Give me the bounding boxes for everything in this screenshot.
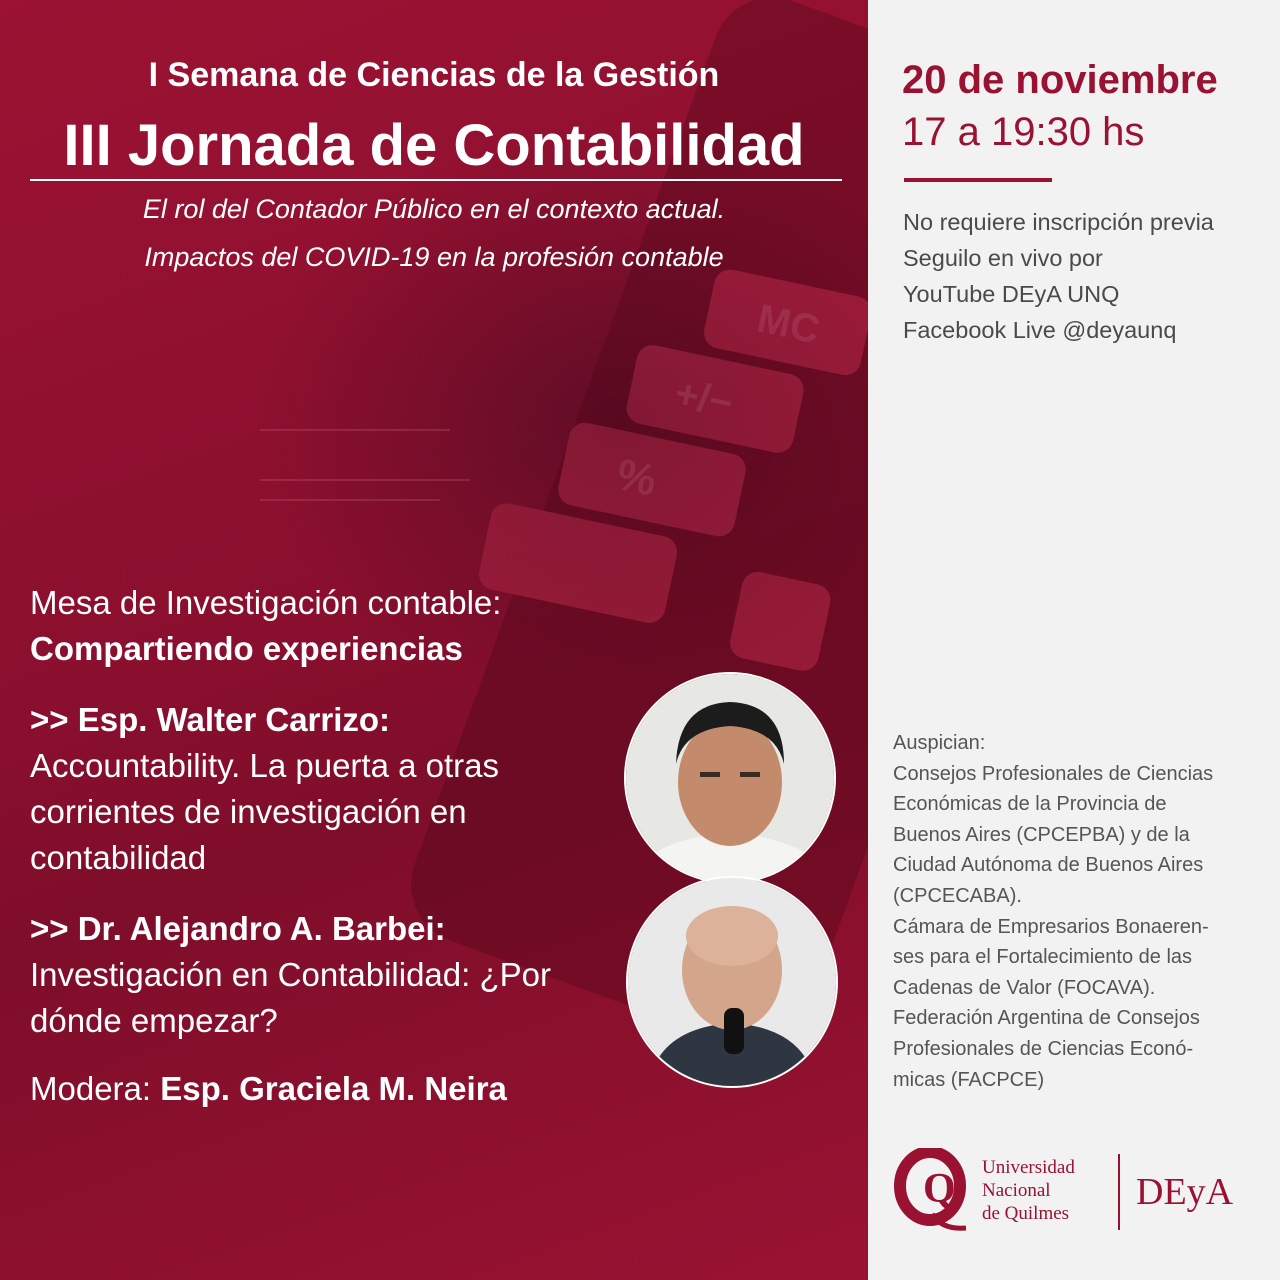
sponsors-line: Económicas de la Provincia de <box>893 793 1167 816</box>
logo-divider <box>1118 1154 1120 1230</box>
speaker1-topic-line-3: contabilidad <box>30 839 207 876</box>
unq-line: de Quilmes <box>982 1203 1070 1224</box>
speaker2-topic-line-2: dónde empezar? <box>30 1002 278 1039</box>
event-subtitle-1: El rol del Contador Público en el contexto actual. <box>142 194 726 224</box>
sponsors-line: Ciudad Autónoma de Buenos Aires <box>893 854 1204 877</box>
speaker1-topic-line-2: corrientes de investigación en <box>30 793 467 830</box>
mesa-label: Mesa de Investigación contable: <box>30 584 502 621</box>
sponsors-line: Buenos Aires (CPCEPBA) y de la <box>893 823 1190 846</box>
speaker1-name: >> Esp. Walter Carrizo: <box>30 701 391 738</box>
unq-name <box>982 1156 1075 1225</box>
deya-wordmark: DEyA <box>1136 1171 1234 1213</box>
unq-q-mark: Q <box>923 1166 956 1212</box>
speaker1-photo <box>624 672 836 884</box>
sponsors-line: Profesionales de Ciencias Econó- <box>893 1037 1194 1060</box>
speaker1-topic-line-1: Accountability. La puerta a otras <box>30 747 499 784</box>
date-divider <box>904 178 1052 182</box>
speaker2-topic-line-1: Investigación en Contabilidad: ¿Por <box>30 956 551 993</box>
info-facebook: Facebook Live @deyaunq <box>903 317 1177 343</box>
sponsors-line: Cadenas de Valor (FOCAVA). <box>893 976 1156 999</box>
info-registration: No requiere inscripción previa <box>903 209 1214 235</box>
moderator <box>30 1066 507 1112</box>
moderator-label: Modera: <box>30 1070 161 1107</box>
speaker2-name: >> Dr. Alejandro A. Barbei: <box>30 910 446 947</box>
event-subtitle-2: Impactos del COVID-19 en la profesión contable <box>144 242 724 272</box>
event-title: III Jornada de Contabilidad <box>63 113 805 178</box>
percent-key-label: % <box>612 449 661 506</box>
unq-deya-logo <box>892 1148 1262 1238</box>
event-series-title: I Semana de Ciencias de la Gestión <box>148 56 720 94</box>
mc-key-label: MC <box>753 296 824 353</box>
event-date: 20 de noviembre <box>902 58 1218 102</box>
sponsors-line: ses para el Fortalecimiento de las <box>893 946 1193 969</box>
sponsors-line: (CPCECABA). <box>893 884 1022 907</box>
sponsors-line: Federación Argentina de Consejos <box>893 1007 1200 1030</box>
unq-q-icon <box>892 1148 972 1234</box>
mesa-title: Compartiendo experiencias <box>30 630 463 667</box>
sponsors-line: Auspician: <box>893 732 986 754</box>
event-time: 17 a 19:30 hs <box>902 110 1145 154</box>
sponsors-line: Consejos Profesionales de Ciencias <box>893 762 1214 785</box>
speaker2-photo <box>626 876 838 1088</box>
unq-line: Universidad <box>982 1157 1075 1178</box>
moderator-name: Esp. Graciela M. Neira <box>160 1070 507 1107</box>
sponsors <box>893 728 1213 1095</box>
sponsors-line: micas (FACPCE) <box>893 1068 1045 1091</box>
title-divider <box>30 179 842 181</box>
sponsors-line: Cámara de Empresarios Bonaeren- <box>893 915 1209 938</box>
info-youtube: YouTube DEyA UNQ <box>903 281 1120 307</box>
info-live: Seguilo en vivo por <box>903 245 1103 271</box>
unq-line: Nacional <box>982 1180 1051 1201</box>
event-info <box>903 204 1214 348</box>
plus-minus-key-label: +/− <box>670 371 737 427</box>
